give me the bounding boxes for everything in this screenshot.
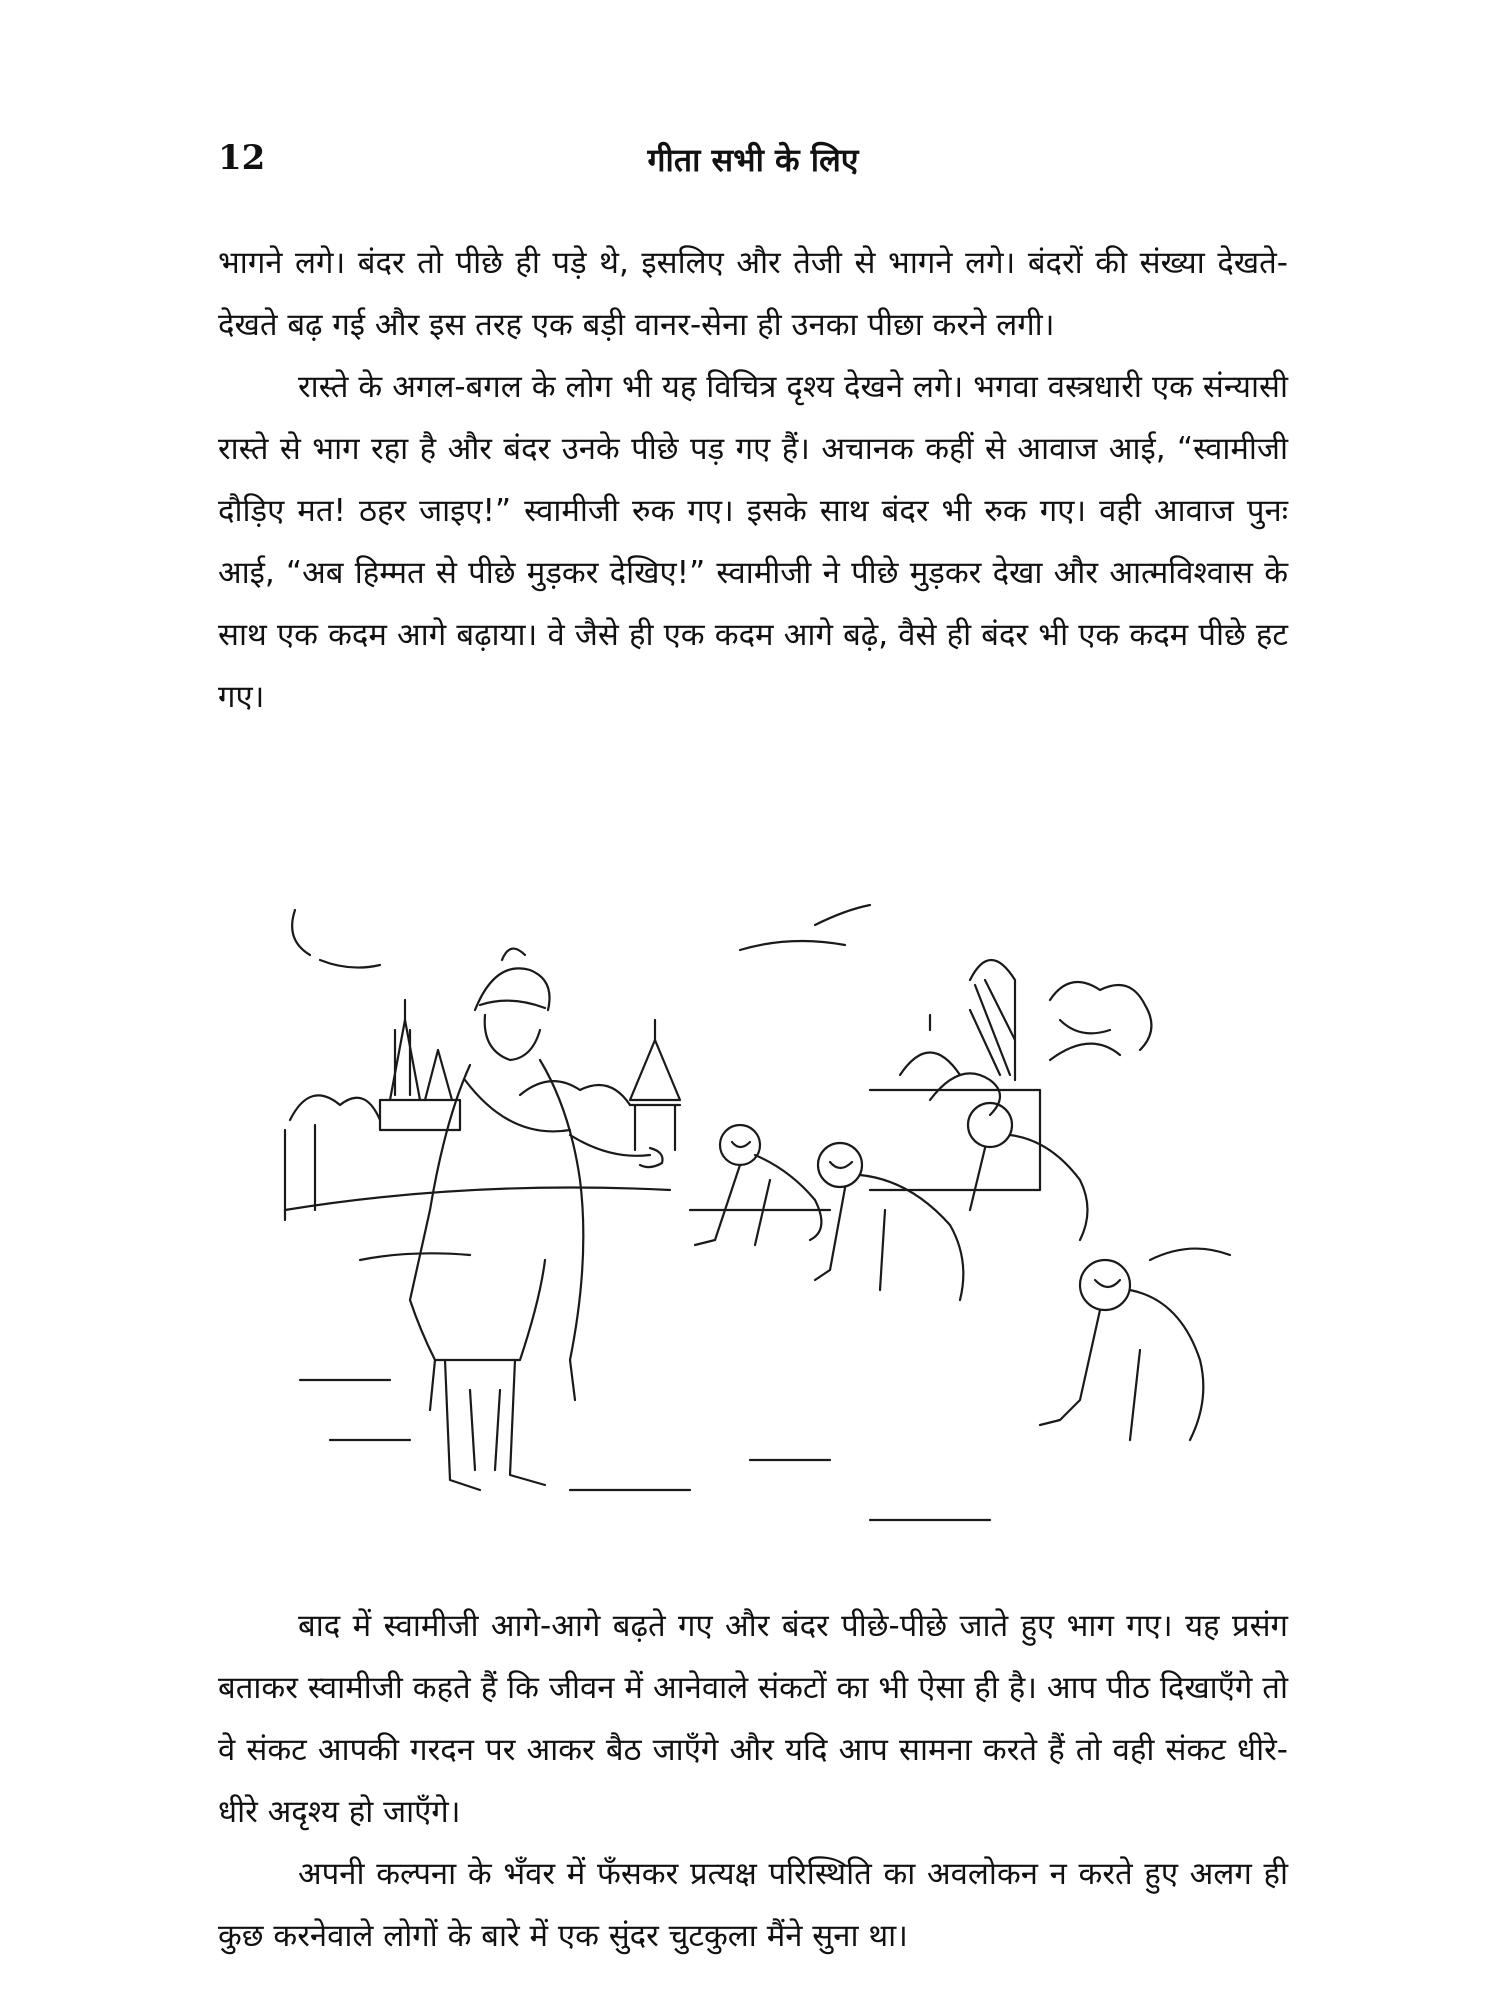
sky-strokes <box>292 905 870 968</box>
paragraph: बाद में स्वामीजी आगे-आगे बढ़ते गए और बंदर पीछे-पीछे जाते हुए भाग गए। यह प्रसंग बताकर स्वामीजी कहते हैं कि जीवन में आनेवाले संकटों का भी ऐसा ही है। आप पीठ दिखाएँगे तो वे संकट आपकी गरदन पर आकर बैठ जाएँगे और यदि आप सामना करते हैं तो वही संकट धीरे-धीरे अदृश्य हो जाएँगे। <box>218 1608 1288 1830</box>
text-block-top <box>218 232 1288 728</box>
monkey-2 <box>815 1073 1000 1300</box>
temple-middle <box>630 1020 680 1150</box>
monkey-group <box>695 1044 1230 1440</box>
text-block-bottom <box>218 1595 1288 1967</box>
monkey-4 <box>1040 1249 1230 1440</box>
page-header <box>218 138 1288 198</box>
paragraph: रास्ते के अगल-बगल के लोग भी यह विचित्र दृश्य देखने लगे। भगवा वस्त्रधारी एक संन्यासी रास्ते से भाग रहा है और बंदर उनके पीछे पड़ गए हैं। अचानक कहीं से आवाज आई, “स्वामीजी दौड़िए मत! ठहर जाइए!” स्वामीजी रुक गए। इसके साथ बंदर भी रुक गए। वही आवाज पुनः आई, “अब हिम्मत से पीछे मुड़कर देखिए!” स्वामीजी ने पीछे मुड़कर देखा और आत्मविश्वास के साथ एक कदम आगे बढ़ाया। वे जैसे ही एक कदम आगे बढ़े, वैसे ही बंदर भी एक कदम पीछे हट गए। <box>218 369 1288 715</box>
swami-figure <box>410 949 663 1490</box>
domed-building <box>870 960 1040 1190</box>
monkey-1 <box>695 1125 821 1245</box>
monkey-3 <box>968 1044 1120 1240</box>
temple-left <box>380 1000 460 1130</box>
paragraph: अपनी कल्पना के भँवर में फँसकर प्रत्यक्ष परिस्थिति का अवलोकन न करते हुए अलग ही कुछ करनेवाले लोगों के बारे में एक सुंदर चुटकुला मैंने सुना था। <box>218 1856 1288 1954</box>
running-title: गीता सभी के लिए <box>647 141 859 179</box>
illustration-swami-facing-monkeys <box>270 880 1260 1560</box>
page-number: 12 <box>218 138 266 178</box>
paragraph: भागने लगे। बंदर तो पीछे ही पड़े थे, इसलिए और तेजी से भागने लगे। बंदरों की संख्या देखते-देखते बढ़ गई और इस तरह एक बड़ी वानर-सेना ही उनका पीछा करने लगी। <box>218 245 1288 343</box>
